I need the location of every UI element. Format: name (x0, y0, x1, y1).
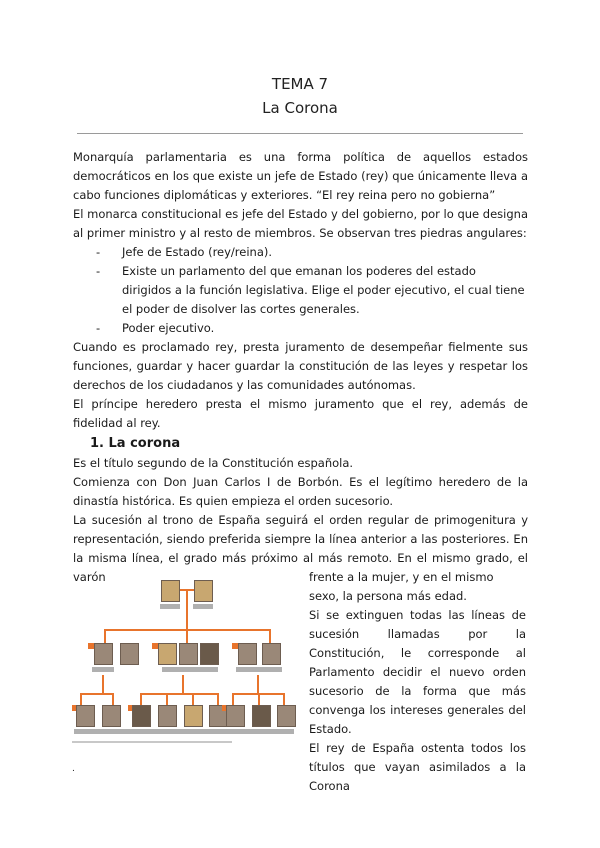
portrait-photo (102, 705, 121, 727)
portrait-photo (76, 705, 95, 727)
section-paragraph-3: La sucesión al trono de España seguirá el orden regular de primogenitura y representación, siendo preferida siempre la línea anterior a las posteriores. En la misma línea, el grado más próximo al más remoto. En el mismo grado, el varón (73, 513, 528, 584)
royal-family-tree-image (72, 575, 300, 750)
tree-connector (258, 693, 260, 705)
tree-connector (217, 693, 219, 705)
portrait-photo (277, 705, 296, 727)
tree-connector (257, 675, 259, 695)
topic-number: TEMA 7 (271, 75, 329, 93)
caption-line (92, 667, 114, 672)
list-item: - Existe un parlamento del que emanan los poderes del estado dirigidos a la función legislativa. Elige el poder ejecutivo, el cual tiene el poder de disolver las cortes generales. (108, 262, 528, 319)
tree-connector (140, 693, 142, 705)
intro-paragraph-3: Cuando es proclamado rey, presta juramento de desempeñar fielmente sus funciones, guardar y hacer guardar la constitución de las leyes y respetar los derechos de los ciudadanos y las comunidades autónomas. (73, 340, 528, 392)
title-divider (77, 133, 523, 134)
caption-line (193, 604, 213, 609)
tree-connector (232, 693, 234, 705)
tree-connector (140, 693, 218, 695)
caption-line (162, 667, 218, 672)
section-paragraph-4: Si se extinguen todas las líneas de sucesión llamadas por la Constitución, le corresponde al Parlamento decidir el nuevo orden sucesorio de la forma que más convenga los intereses generales del Estado. (309, 608, 526, 736)
tree-connector (80, 693, 82, 705)
tree-connector (166, 693, 168, 705)
stray-mark: . (72, 764, 75, 774)
section-paragraph-2: Comienza con Don Juan Carlos I de Borbón. Es el legítimo heredero de la dinastía histórica. Es quien empieza el orden sucesorio. (73, 475, 528, 508)
tree-connector (269, 629, 271, 643)
document-body (73, 148, 528, 587)
page-title: La Corona (262, 99, 338, 117)
portrait-photo (194, 580, 213, 602)
section-paragraph-5: El rey de España ostenta todos los títulos que vayan asimilados a la Corona (309, 741, 526, 793)
section-paragraph-3-continued: frente a la mujer, y en el mismo sexo, la persona más edad. (309, 570, 494, 603)
tree-connector (283, 693, 285, 705)
tree-connector (182, 675, 184, 695)
portrait-photo (132, 705, 151, 727)
tree-connector (192, 693, 194, 705)
portrait-photo (179, 643, 198, 665)
caption-line (160, 604, 180, 609)
portrait-photo (226, 705, 245, 727)
portrait-photo (158, 643, 177, 665)
list-item: - Poder ejecutivo. (108, 319, 528, 338)
portrait-photo (94, 643, 113, 665)
list-item: - Jefe de Estado (rey/reina). (108, 243, 528, 262)
section-heading: 1. La corona (90, 436, 181, 451)
section-paragraph-1: Es el título segundo de la Constitución española. (73, 456, 354, 470)
caption-line (74, 729, 294, 734)
wrapped-text-column (309, 568, 526, 796)
portrait-photo (120, 643, 139, 665)
portrait-photo (161, 580, 180, 602)
intro-paragraph-1: Monarquía parlamentaria es una forma política de aquellos estados democráticos en los que existe un jefe de Estado (rey) que únicamente lleva a cabo funciones diplomáticas y exteriores. “El rey reina pero no gobierna” (73, 150, 528, 202)
portrait-photo (262, 643, 281, 665)
portrait-photo (158, 705, 177, 727)
portrait-photo (252, 705, 271, 727)
cornerstones-list (73, 243, 528, 338)
tree-connector (112, 693, 114, 705)
portrait-photo (238, 643, 257, 665)
tree-connector (186, 629, 188, 643)
image-credit-line (72, 741, 232, 743)
caption-line (236, 667, 282, 672)
portrait-photo (184, 705, 203, 727)
intro-paragraph-2: El monarca constitucional es jefe del Estado y del gobierno, por lo que designa al primer ministro y al resto de miembros. Se observan tres piedras angulares: (73, 207, 528, 240)
tree-connector (102, 675, 104, 695)
tree-connector (186, 590, 188, 630)
portrait-photo (200, 643, 219, 665)
tree-connector (80, 693, 114, 695)
tree-connector (104, 629, 106, 643)
intro-paragraph-4: El príncipe heredero presta el mismo juramento que el rey, además de fidelidad al rey. (73, 397, 528, 430)
